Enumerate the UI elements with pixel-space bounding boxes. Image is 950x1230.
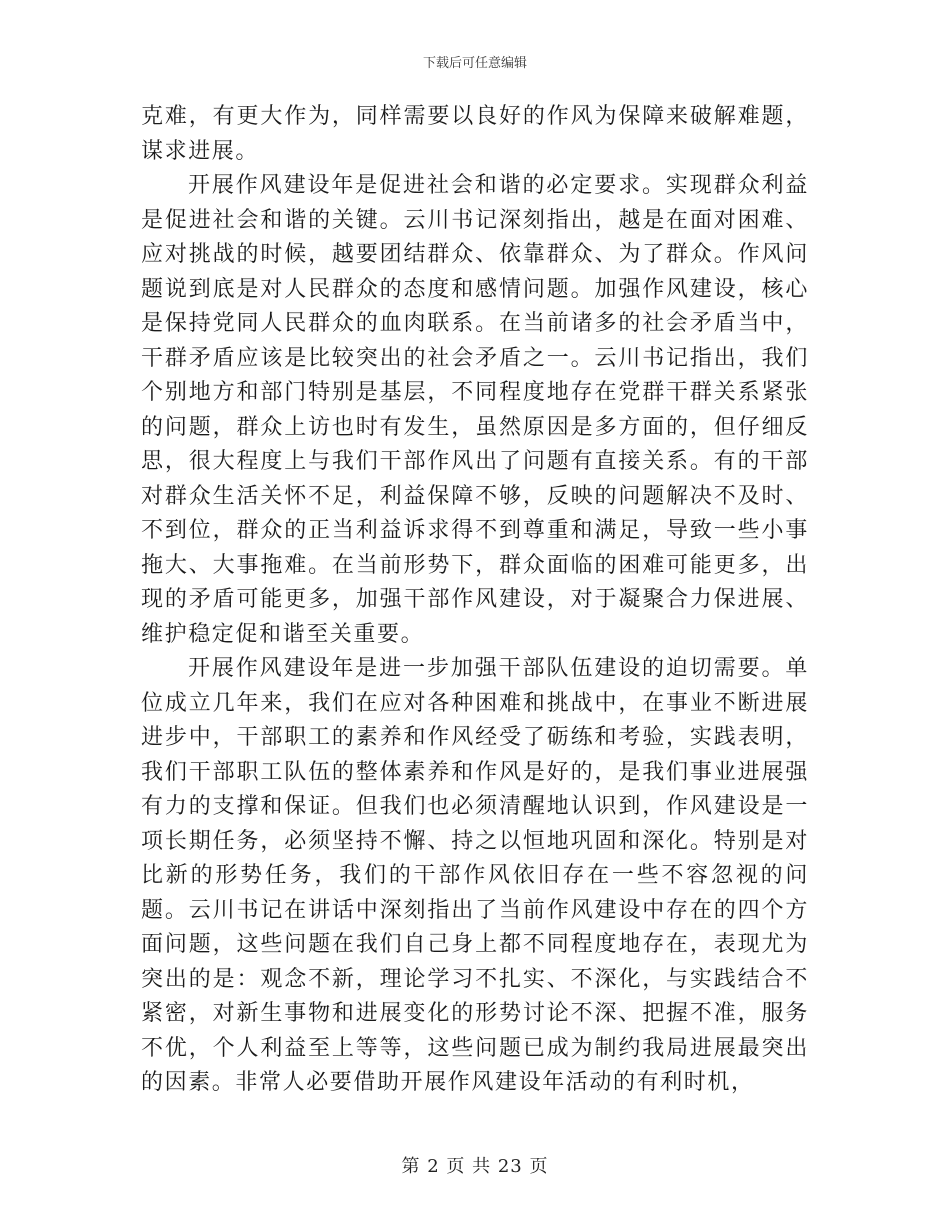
paragraph-cadre-building: 开展作风建设年是进一步加强干部队伍建设的迫切需要。单位成立几年来，我们在应对各种困难和挑战中，在事业不断进展进步中，干部职工的素养和作风经受了砺练和考验，实践表明，我们干部职工队伍的整体素养和作风是好的，是我们事业进展强有力的支撑和保证。但我们也必须清醒地认识到，作风建设是一项长期任务，必须坚持不懈、持之以恒地巩固和深化。特别是对比新的形势任务，我们的干部作风依旧存在一些不容忽视的问题。云川书记在讲话中深刻指出了当前作风建设中存在的四个方面问题，这些问题在我们自己身上都不同程度地存在，表现尤为突出的是：观念不新，理论学习不扎实、不深化，与实践结合不紧密，对新生事物和进展变化的形势讨论不深、把握不准，服务不优，个人利益至上等等，这些问题已成为制约我局进展最突出的因素。非常人必要借助开展作风建设年活动的有利时机， xyxy=(141,656,809,1095)
document-body xyxy=(141,100,809,1101)
page-header-note: 下载后可任意编辑 xyxy=(422,56,527,71)
paragraph-continuation: 克难，有更大作为，同样需要以良好的作风为保障来破解难题，谋求进展。 xyxy=(141,104,809,164)
paragraph-social-harmony: 开展作风建设年是促进社会和谐的必定要求。实现群众利益是促进社会和谐的关键。云川书记深刻指出，越是在面对困难、应对挑战的时候，越要团结群众、依靠群众、为了群众。作风问题说到底是对人民群众的态度和感情问题。加强作风建设，核心是保持党同人民群众的血肉联系。在当前诸多的社会矛盾当中，干群矛盾应该是比较突出的社会矛盾之一。云川书记指出，我们个别地方和部门特别是基层，不同程度地存在党群干群关系紧张的问题，群众上访也时有发生，虽然原因是多方面的，但仔细反思，很大程度上与我们干部作风出了问题有直接关系。有的干部对群众生活关怀不足，利益保障不够，反映的问题解决不及时、不到位，群众的正当利益诉求得不到尊重和满足，导致一些小事拖大、大事拖难。在当前形势下，群众面临的困难可能更多，出现的矛盾可能更多，加强干部作风建设，对于凝聚合力保进展、维护稳定促和谐至关重要。 xyxy=(141,173,809,647)
page-number-footer: 第 2 页 共 23 页 xyxy=(401,1156,549,1177)
